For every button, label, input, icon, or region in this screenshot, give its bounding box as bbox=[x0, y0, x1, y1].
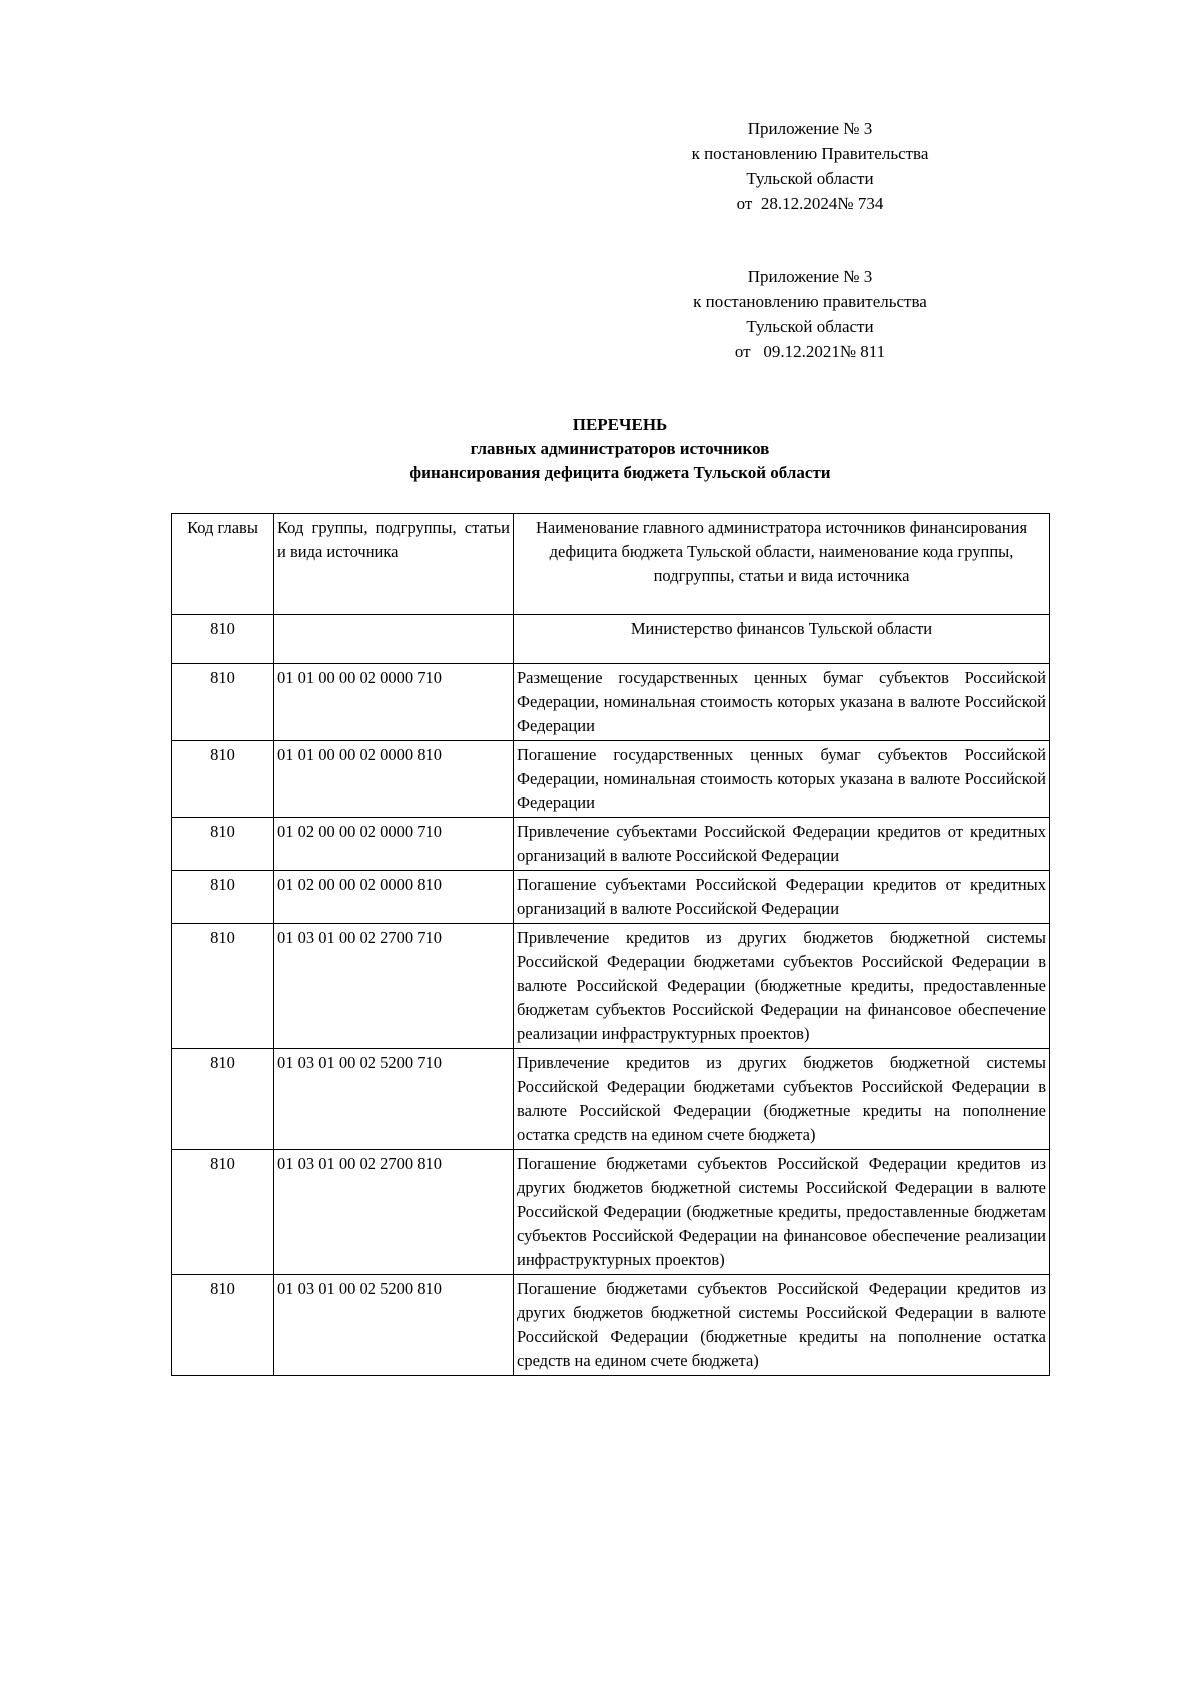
appendix-region: Тульской области bbox=[746, 169, 874, 188]
table-header-row bbox=[172, 514, 1050, 615]
table-row bbox=[172, 1049, 1050, 1150]
cell-group-code: 01 01 00 00 02 0000 710 bbox=[274, 664, 514, 741]
cell-name: Погашение государственных ценных бумаг субъектов Российской Федерации, номинальная стоимость которых указана в валюте Российской Федерации bbox=[514, 741, 1050, 818]
appendix-title: Приложение № 3 bbox=[747, 119, 873, 138]
appendix-date: 09.12.2021 bbox=[763, 342, 840, 361]
cell-chapter-code: 810 bbox=[172, 1275, 274, 1376]
cell-name: Погашение бюджетами субъектов Российской Федерации кредитов из других бюджетов бюджетной системы Российской Федерации в валюте Российской Федерации (бюджетные кредиты на пополнение остатка средств на едином счете бюджета) bbox=[514, 1275, 1050, 1376]
appendix-date-prefix: от bbox=[734, 342, 751, 361]
appendix-resolution: к постановлению Правительства bbox=[691, 144, 929, 163]
appendix-number: № 811 bbox=[839, 342, 886, 361]
table-row bbox=[172, 1275, 1050, 1376]
table-row bbox=[172, 871, 1050, 924]
cell-chapter-code: 810 bbox=[172, 818, 274, 871]
cell-name: Привлечение кредитов из других бюджетов бюджетной системы Российской Федерации бюджетами субъектов Российской Федерации в валюте Российской Федерации (бюджетные кредиты на пополнение остатка средств на едином счете бюджета) bbox=[514, 1049, 1050, 1150]
table-row bbox=[172, 1150, 1050, 1275]
heading-subtitle-2: финансирования дефицита бюджета Тульской области bbox=[409, 463, 831, 482]
header-chapter-code: Код главы bbox=[172, 514, 274, 615]
header-name: Наименование главного администратора источников финансирования дефицита бюджета Тульской области, наименование кода группы, подгруппы, статьи и вида источника bbox=[514, 514, 1050, 615]
cell-group-code bbox=[274, 615, 514, 664]
appendix-title: Приложение № 3 bbox=[747, 267, 873, 286]
table-row bbox=[172, 924, 1050, 1049]
appendix-previous bbox=[560, 264, 1060, 364]
appendix-number: № 734 bbox=[837, 194, 884, 213]
appendix-date: 28.12.2024 bbox=[760, 194, 838, 213]
cell-group-code: 01 02 00 00 02 0000 810 bbox=[274, 871, 514, 924]
table-row bbox=[172, 741, 1050, 818]
cell-group-code: 01 03 01 00 02 2700 710 bbox=[274, 924, 514, 1049]
appendix-resolution: к постановлению правительства bbox=[693, 292, 927, 311]
heading-subtitle-1: главных администраторов источников bbox=[470, 439, 770, 458]
appendix-date-line bbox=[560, 191, 1060, 216]
cell-chapter-code: 810 bbox=[172, 1049, 274, 1150]
cell-chapter-code: 810 bbox=[172, 1150, 274, 1275]
cell-name: Привлечение кредитов из других бюджетов бюджетной системы Российской Федерации бюджетами субъектов Российской Федерации в валюте Российской Федерации (бюджетные кредиты, предоставленные бюджетам субъектов Российской Федерации на финансовое обеспечение реализации инфраструктурных проектов) bbox=[514, 924, 1050, 1049]
cell-chapter-code: 810 bbox=[172, 741, 274, 818]
cell-name: Привлечение субъектами Российской Федерации кредитов от кредитных организаций в валюте Российской Федерации bbox=[514, 818, 1050, 871]
cell-chapter-code: 810 bbox=[172, 924, 274, 1049]
table-row bbox=[172, 818, 1050, 871]
appendix-date-prefix: от bbox=[736, 194, 753, 213]
cell-group-code: 01 01 00 00 02 0000 810 bbox=[274, 741, 514, 818]
cell-name: Погашение субъектами Российской Федерации кредитов от кредитных организаций в валюте Российской Федерации bbox=[514, 871, 1050, 924]
cell-chapter-code: 810 bbox=[172, 615, 274, 664]
cell-ministry-name: Министерство финансов Тульской области bbox=[514, 615, 1050, 664]
cell-group-code: 01 03 01 00 02 2700 810 bbox=[274, 1150, 514, 1275]
cell-chapter-code: 810 bbox=[172, 871, 274, 924]
cell-chapter-code: 810 bbox=[172, 664, 274, 741]
cell-name: Погашение бюджетами субъектов Российской Федерации кредитов из других бюджетов бюджетной системы Российской Федерации в валюте Российской Федерации (бюджетные кредиты, предоставленные бюджетам субъектов Российской Федерации на финансовое обеспечение реализации инфраструктурных проектов) bbox=[514, 1150, 1050, 1275]
cell-group-code: 01 03 01 00 02 5200 810 bbox=[274, 1275, 514, 1376]
sources-table bbox=[171, 513, 1050, 1376]
appendix-current bbox=[560, 116, 1060, 216]
appendix-date-line bbox=[560, 339, 1060, 364]
heading-title: ПЕРЕЧЕНЬ bbox=[572, 415, 668, 434]
cell-group-code: 01 02 00 00 02 0000 710 bbox=[274, 818, 514, 871]
header-group-code: Код группы, подгруппы, статьи и вида источника bbox=[274, 514, 514, 615]
ministry-row bbox=[172, 615, 1050, 664]
cell-group-code: 01 03 01 00 02 5200 710 bbox=[274, 1049, 514, 1150]
table-row bbox=[172, 664, 1050, 741]
appendix-region: Тульской области bbox=[746, 317, 874, 336]
cell-name: Размещение государственных ценных бумаг субъектов Российской Федерации, номинальная стоимость которых указана в валюте Российской Федерации bbox=[514, 664, 1050, 741]
document-heading bbox=[170, 413, 1070, 485]
